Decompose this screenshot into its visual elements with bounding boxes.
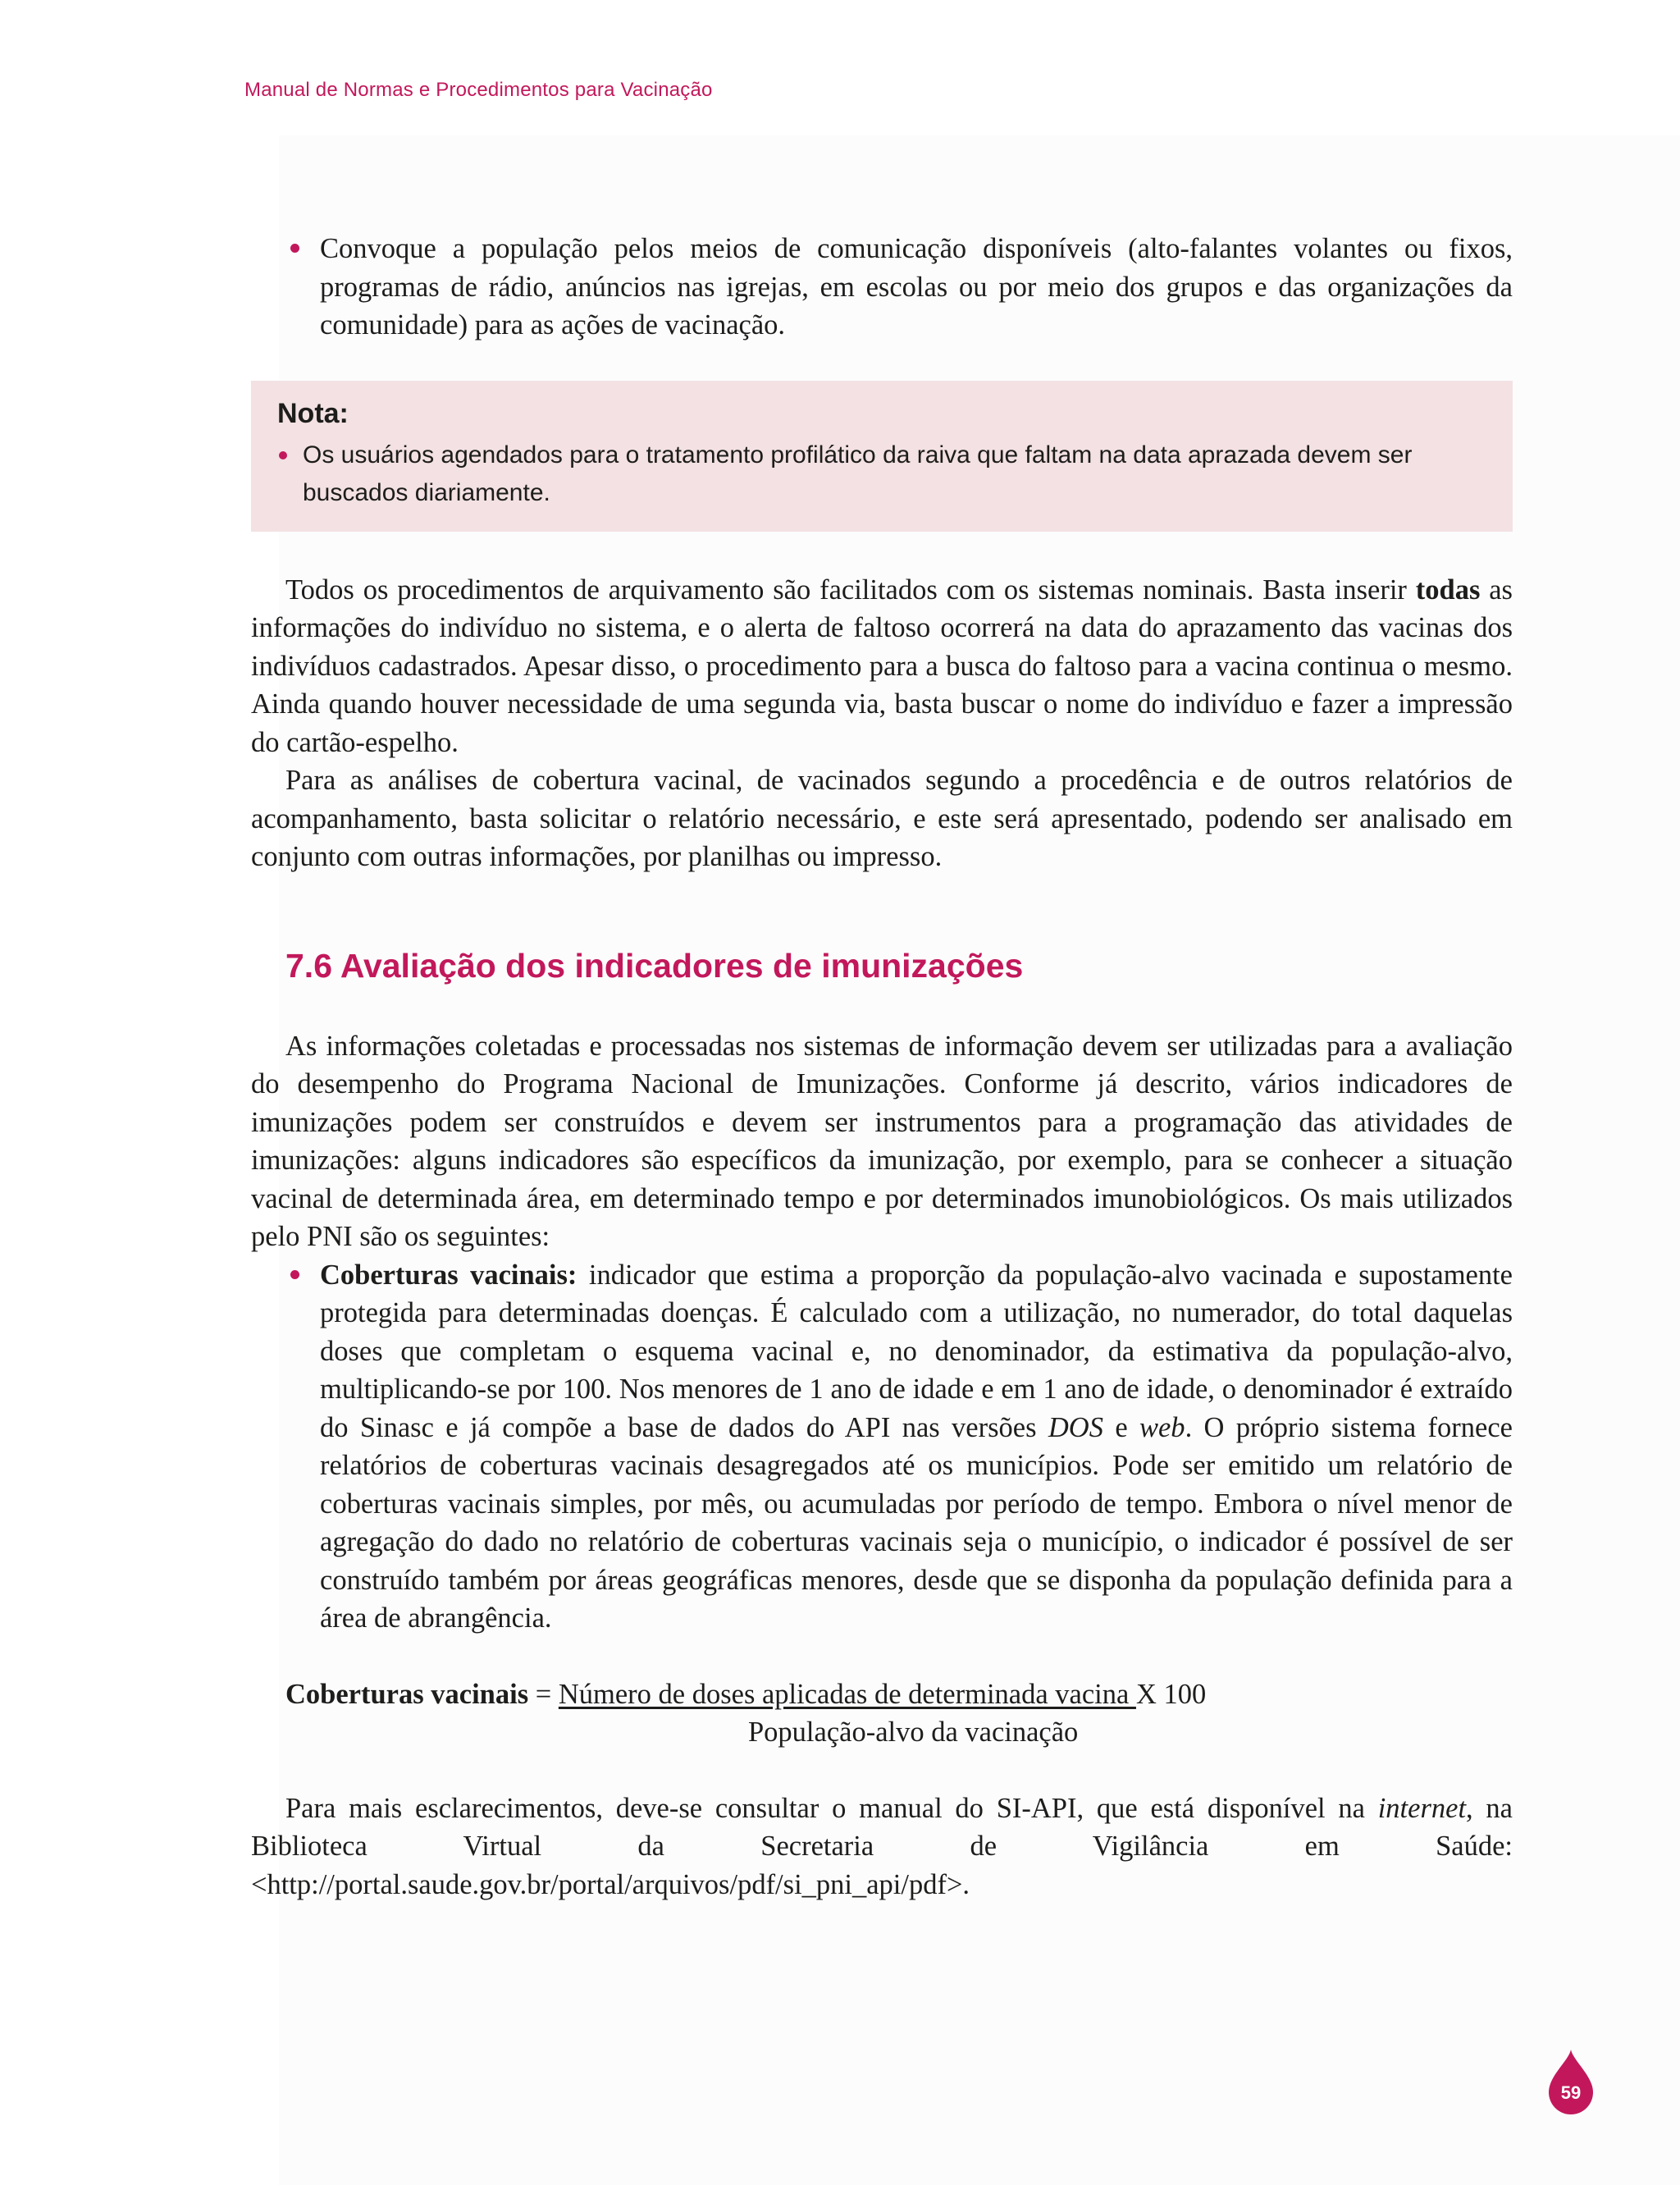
section-title: 7.6 Avaliação dos indicadores de imunizações xyxy=(285,946,1024,985)
bullet-list-indicators xyxy=(251,1256,1513,1638)
page-content xyxy=(251,230,1513,1904)
list-item-text: e xyxy=(1102,1411,1139,1443)
bullet-dot-icon xyxy=(279,451,287,459)
bullet-list-top xyxy=(251,230,1513,345)
drop-icon xyxy=(1547,2046,1595,2117)
paragraph-text: Para mais esclarecimentos, deve-se consultar o manual do SI-API, que está disponível na xyxy=(285,1792,1378,1824)
list-item-label: Coberturas vacinais: xyxy=(320,1259,578,1291)
list-item xyxy=(251,1256,1513,1638)
note-box xyxy=(251,381,1513,532)
formula-numerator-line xyxy=(285,1675,1513,1714)
paragraph-emphasis: todas xyxy=(1415,574,1481,606)
paragraph-text: , na Biblioteca Virtual da Secretaria de Vigilância em Saúde: <http://portal.saude.gov.br/portal/arquivos/pdf/si_pni_api/pdf>. xyxy=(251,1792,1513,1900)
formula-equals: = xyxy=(528,1678,559,1710)
running-head: Manual de Normas e Procedimentos para Vacinação xyxy=(244,79,713,101)
note-item xyxy=(277,437,1488,512)
coverage-formula xyxy=(251,1675,1513,1752)
list-item-italic: DOS xyxy=(1048,1411,1103,1443)
page-number-badge xyxy=(1547,2046,1595,2117)
note-title: Nota: xyxy=(277,397,349,429)
list-item-text: indicador que estima a proporção da população-alvo vacinada e supostamente protegida para determinadas doenças. É calculado com a utilização, no numerador, do total daquelas doses que completam o esquema vacinal e, no denominador, da estimativa da população-alvo, multiplicando-se por 100. Nos menores de 1 ano de idade e em 1 ano de idade, o denominador é extraído do Sinasc e já compõe a base de dados do API nas versões xyxy=(320,1259,1513,1443)
paragraph-italic: internet xyxy=(1377,1792,1467,1824)
bullet-dot-icon xyxy=(290,244,299,253)
formula-label: Coberturas vacinais xyxy=(285,1678,529,1710)
page-number: 59 xyxy=(1560,2082,1582,2103)
formula-denominator: População-alvo da vacinação xyxy=(748,1716,1079,1748)
note-item-text: Os usuários agendados para o tratamento profilático da raiva que faltam na data aprazada devem ser buscados diariamente. xyxy=(303,441,1413,506)
list-item xyxy=(251,230,1513,345)
bullet-dot-icon xyxy=(290,1270,299,1279)
list-item-text: Convoque a população pelos meios de comunicação disponíveis (alto-falantes volantes ou fixos, programas de rádio, anúncios nas igrejas, em escolas ou por meio dos grupos e das organizações da comunidade) para as ações de vacinação. xyxy=(320,233,1513,341)
paragraph-analysis: Para as análises de cobertura vacinal, de vacinados segundo a procedência e de outros relatórios de acompanhamento, basta solicitar o relatório necessário, e este será apresentado, podendo ser analisado em conjunto com outras informações, por planilhas ou impresso. xyxy=(251,765,1513,872)
paragraph-archiving xyxy=(251,571,1513,762)
paragraph-text: Todos os procedimentos de arquivamento são facilitados com os sistemas nominais. Basta inserir xyxy=(285,574,1416,606)
paragraph-text: as informações do indivíduo no sistema, e o alerta de faltoso ocorrerá na data do aprazamento das vacinas dos indivíduos cadastrados. Apesar disso, o procedimento para a busca do faltoso para a vacina continua o mesmo. Ainda quando houver necessidade de uma segunda via, basta buscar o nome do indivíduo e fazer a impressão do cartão-espelho. xyxy=(251,574,1513,758)
formula-numerator: Número de doses aplicadas de determinada vacina xyxy=(558,1678,1136,1710)
list-item-italic: web xyxy=(1139,1411,1185,1443)
paragraph-reference xyxy=(251,1790,1513,1904)
formula-multiplier: X 100 xyxy=(1135,1678,1207,1710)
list-item-text: . O próprio sistema fornece relatórios de coberturas vacinais desagregados até os municípios. Pode ser emitido um relatório de coberturas vacinais simples, por mês, ou acumuladas por período de tempo. Embora o nível menor de agregação do dado no relatório de coberturas vacinais seja o município, o indicador é possível de ser construído também por áreas geográficas menores, desde que se disponha da população definida para a área de abrangência. xyxy=(320,1411,1513,1634)
paragraph-indicators: As informações coletadas e processadas nos sistemas de informação devem ser utilizadas para a avaliação do desempenho do Programa Nacional de Imunizações. Conforme já descrito, vários indicadores de imunizações podem ser construídos e devem ser instrumentos para a programação das atividades de imunizações: alguns indicadores são específicos da imunização, por exemplo, para se conhecer a situação vacinal de determinada área, em determinado tempo e por determinados imunobiológicos. Os mais utilizados pelo PNI são os seguintes: xyxy=(251,1030,1513,1252)
